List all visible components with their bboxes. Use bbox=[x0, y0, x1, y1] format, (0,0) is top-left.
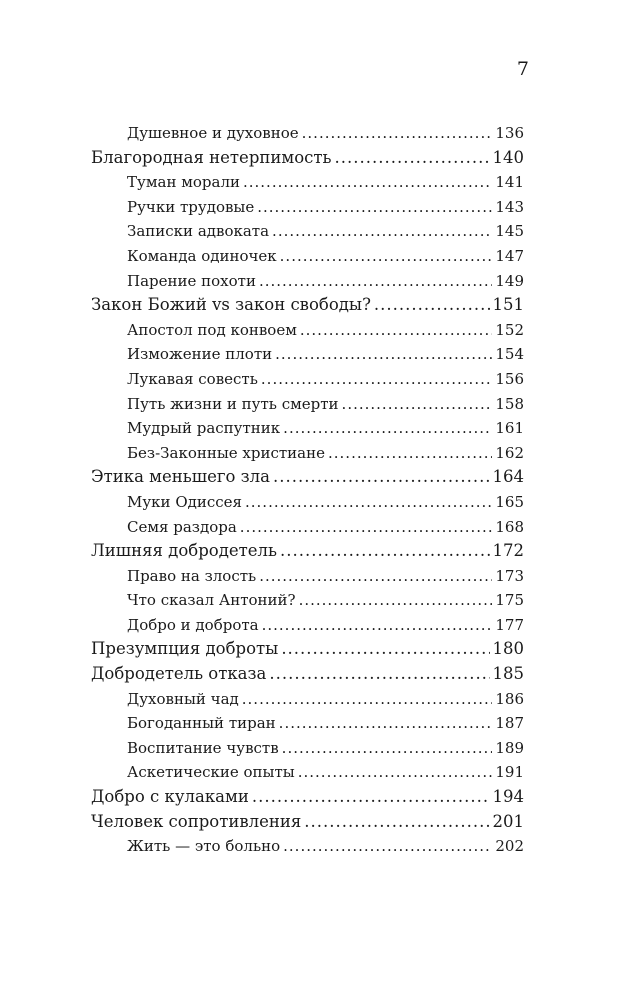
toc-dot-leader bbox=[272, 219, 492, 244]
toc-entry-title: Путь жизни и путь смерти bbox=[127, 394, 339, 413]
toc-dot-leader bbox=[262, 613, 493, 638]
toc-entry-title: Ручки трудовые bbox=[127, 197, 255, 216]
toc-dot-leader bbox=[259, 564, 492, 589]
toc-dot-leader bbox=[245, 490, 492, 515]
toc-entry-title: Команда одиночек bbox=[127, 246, 277, 265]
table-of-contents bbox=[91, 121, 524, 859]
toc-chapter-entry bbox=[91, 662, 524, 687]
toc-section-entry bbox=[91, 121, 524, 146]
toc-entry-title: Что сказал Антоний? bbox=[127, 591, 296, 610]
toc-dot-leader bbox=[283, 416, 492, 441]
toc-entry-title: Лишняя добродетель bbox=[91, 541, 277, 561]
toc-section-entry bbox=[91, 490, 524, 515]
toc-entry-page: 173 bbox=[495, 566, 524, 585]
toc-entry-page: 152 bbox=[495, 320, 524, 339]
toc-entry-title: Муки Одиссея bbox=[127, 492, 242, 511]
toc-section-entry bbox=[91, 219, 524, 244]
toc-entry-page: 168 bbox=[495, 517, 524, 536]
toc-entry-page: 156 bbox=[495, 369, 524, 388]
toc-dot-leader bbox=[300, 318, 492, 343]
toc-entry-page: 136 bbox=[495, 124, 524, 142]
toc-section-entry bbox=[91, 588, 524, 613]
toc-entry-title: Человек сопротивления bbox=[91, 811, 302, 831]
toc-entry-title: Мудрый распутник bbox=[127, 419, 281, 438]
toc-dot-leader bbox=[280, 244, 493, 269]
toc-dot-leader bbox=[299, 588, 493, 613]
toc-entry-title: Изможение плоти bbox=[127, 345, 273, 364]
toc-dot-leader bbox=[279, 711, 493, 736]
toc-entry-page: 154 bbox=[495, 345, 524, 364]
toc-section-entry bbox=[91, 244, 524, 269]
toc-chapter-entry bbox=[91, 810, 524, 835]
toc-dot-leader bbox=[281, 637, 489, 662]
toc-entry-page: 186 bbox=[495, 689, 524, 708]
toc-dot-leader bbox=[328, 441, 492, 466]
toc-entry-page: 161 bbox=[495, 419, 524, 438]
toc-dot-leader bbox=[275, 342, 492, 367]
toc-dot-leader bbox=[242, 687, 493, 712]
toc-entry-title: Без-Законные христиане bbox=[127, 443, 325, 462]
toc-section-entry bbox=[91, 564, 524, 589]
toc-section-entry bbox=[91, 195, 524, 220]
toc-section-entry bbox=[91, 441, 524, 466]
toc-entry-page: 187 bbox=[495, 714, 524, 733]
toc-dot-leader bbox=[335, 146, 490, 171]
toc-entry-title: Апостол под конвоем bbox=[127, 320, 297, 339]
toc-dot-leader bbox=[243, 170, 492, 195]
toc-entry-title: Добро и доброта bbox=[127, 615, 259, 634]
toc-section-entry bbox=[91, 834, 524, 859]
toc-entry-page: 202 bbox=[495, 837, 524, 856]
toc-dot-leader bbox=[280, 539, 490, 564]
toc-entry-title: Парение похоти bbox=[127, 271, 256, 290]
toc-section-entry bbox=[91, 711, 524, 736]
toc-entry-page: 201 bbox=[492, 811, 524, 831]
toc-section-entry bbox=[91, 367, 524, 392]
toc-entry-page: 194 bbox=[492, 787, 524, 807]
toc-entry-title: Закон Божий vs закон свободы? bbox=[91, 295, 371, 315]
toc-dot-leader bbox=[283, 834, 492, 859]
toc-section-entry bbox=[91, 687, 524, 712]
toc-chapter-entry bbox=[91, 465, 524, 490]
toc-entry-page: 180 bbox=[492, 639, 524, 659]
toc-section-entry bbox=[91, 342, 524, 367]
toc-section-entry bbox=[91, 170, 524, 195]
toc-entry-page: 143 bbox=[495, 197, 524, 216]
toc-dot-leader bbox=[273, 465, 490, 490]
toc-chapter-entry bbox=[91, 539, 524, 564]
toc-entry-title: Богоданный тиран bbox=[127, 714, 276, 733]
toc-entry-title: Презумпция доброты bbox=[91, 639, 279, 659]
toc-entry-page: 141 bbox=[495, 173, 524, 192]
toc-entry-title: Воспитание чувств bbox=[127, 738, 279, 757]
toc-section-entry bbox=[91, 760, 524, 785]
toc-entry-title: Аскетические опыты bbox=[127, 763, 295, 782]
toc-section-entry bbox=[91, 515, 524, 540]
toc-entry-page: 147 bbox=[495, 246, 524, 265]
toc-entry-title: Жить — это больно bbox=[127, 837, 281, 856]
toc-chapter-entry bbox=[91, 637, 524, 662]
toc-dot-leader bbox=[302, 121, 493, 146]
toc-entry-page: 172 bbox=[492, 541, 524, 561]
toc-entry-title: Духовный чад bbox=[127, 689, 239, 708]
toc-entry-title: Туман морали bbox=[127, 173, 240, 192]
page-number: 7 bbox=[516, 58, 529, 80]
toc-section-entry bbox=[91, 613, 524, 638]
toc-entry-title: Добродетель отказа bbox=[91, 664, 267, 684]
toc-section-entry bbox=[91, 736, 524, 761]
toc-entry-page: 185 bbox=[492, 664, 524, 684]
toc-dot-leader bbox=[259, 269, 492, 294]
toc-entry-title: Этика меньшего зла bbox=[91, 467, 270, 487]
toc-dot-leader bbox=[374, 293, 490, 318]
toc-dot-leader bbox=[269, 662, 489, 687]
toc-dot-leader bbox=[298, 760, 493, 785]
toc-entry-page: 151 bbox=[492, 295, 524, 315]
toc-entry-page: 165 bbox=[495, 492, 524, 511]
toc-chapter-entry bbox=[91, 785, 524, 810]
toc-entry-title: Добро с кулаками bbox=[91, 787, 249, 807]
toc-entry-page: 140 bbox=[492, 147, 524, 167]
toc-entry-page: 191 bbox=[495, 763, 524, 782]
toc-dot-leader bbox=[261, 367, 492, 392]
toc-entry-page: 149 bbox=[495, 271, 524, 290]
toc-dot-leader bbox=[342, 392, 493, 417]
toc-section-entry bbox=[91, 392, 524, 417]
toc-entry-page: 164 bbox=[492, 467, 524, 487]
toc-entry-page: 158 bbox=[495, 394, 524, 413]
toc-entry-title: Право на злость bbox=[127, 566, 257, 585]
toc-entry-title: Лукавая совесть bbox=[127, 369, 258, 388]
toc-dot-leader bbox=[257, 195, 492, 220]
toc-chapter-entry bbox=[91, 146, 524, 171]
toc-dot-leader bbox=[252, 785, 490, 810]
toc-entry-page: 175 bbox=[495, 591, 524, 610]
toc-entry-page: 145 bbox=[495, 222, 524, 241]
toc-entry-title: Душевное и духовное bbox=[127, 124, 299, 142]
toc-entry-title: Семя раздора bbox=[127, 517, 237, 536]
toc-entry-title: Благородная нетерпимость bbox=[91, 147, 332, 167]
toc-dot-leader bbox=[282, 736, 493, 761]
toc-chapter-entry bbox=[91, 293, 524, 318]
toc-entry-title: Записки адвоката bbox=[127, 222, 270, 241]
toc-section-entry bbox=[91, 416, 524, 441]
toc-entry-page: 162 bbox=[495, 443, 524, 462]
toc-dot-leader bbox=[304, 810, 489, 835]
toc-entry-page: 189 bbox=[495, 738, 524, 757]
toc-section-entry bbox=[91, 318, 524, 343]
toc-section-entry bbox=[91, 269, 524, 294]
toc-entry-page: 177 bbox=[495, 615, 524, 634]
toc-dot-leader bbox=[240, 515, 493, 540]
